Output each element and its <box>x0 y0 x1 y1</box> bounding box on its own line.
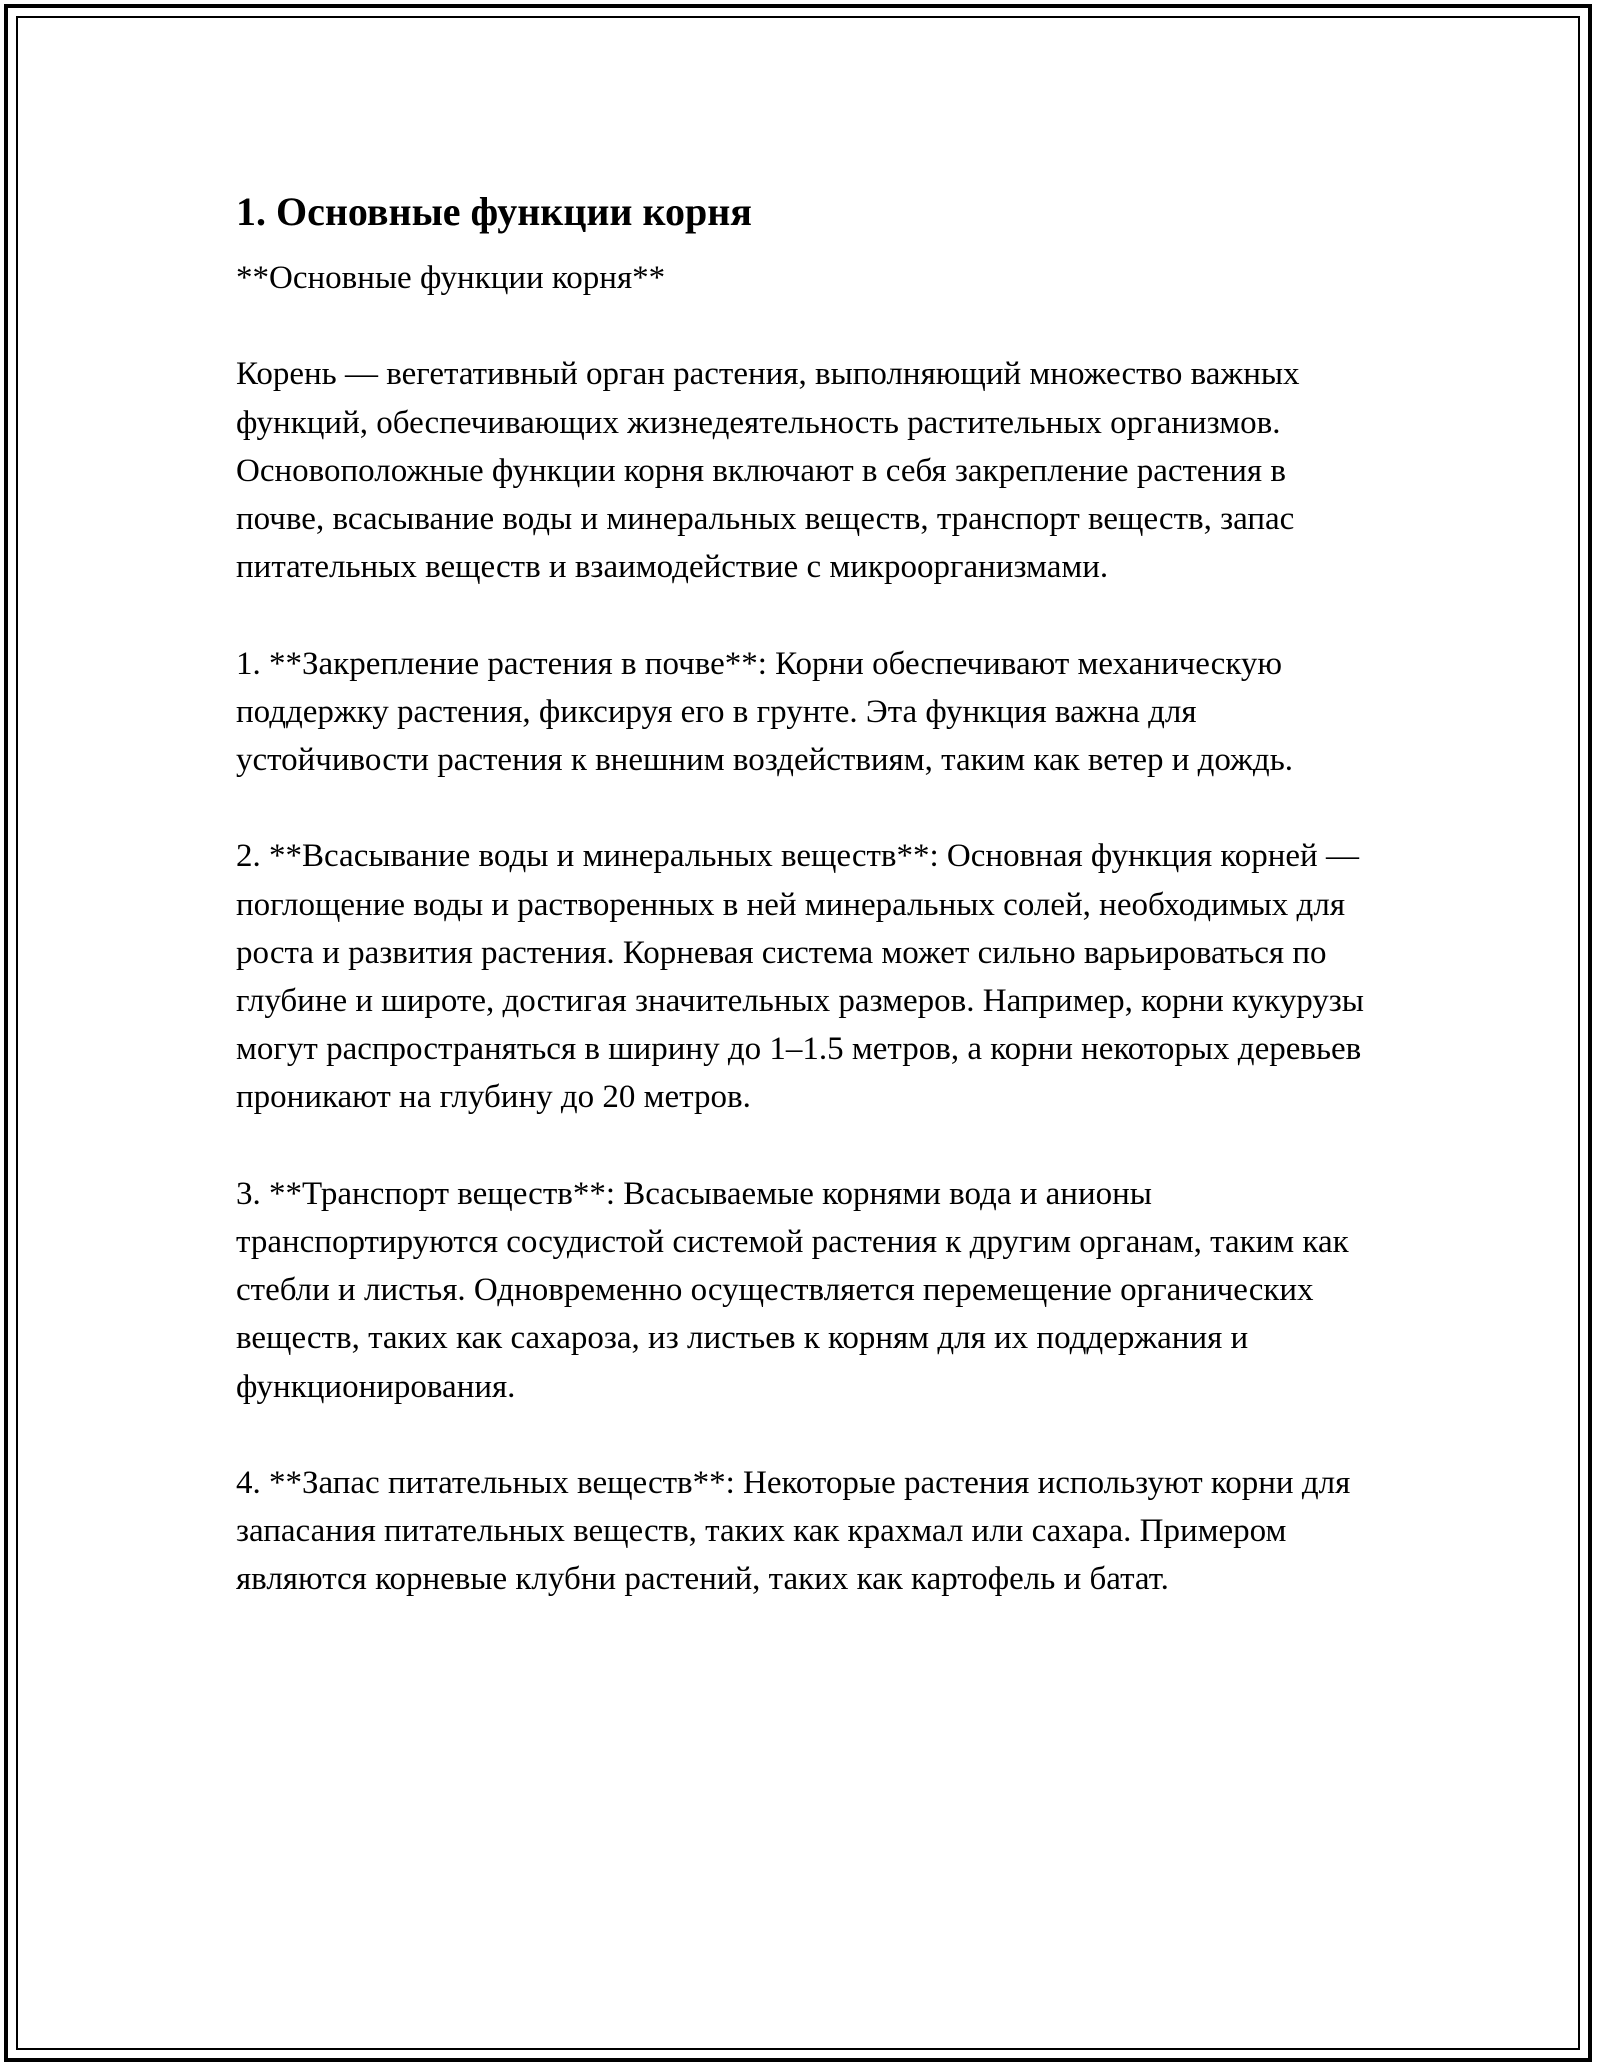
intro-paragraph: Корень — вегетативный орган растения, выполняющий множество важных функций, обеспечивающих жизнедеятельность растительных организмов. Основоположные функции корня включают в себя закрепление растения в почве, всасывание воды и минеральных веществ, транспорт веществ, запас питательных веществ и взаимодействие с микроорганизмами. <box>236 356 1308 586</box>
section-heading: 1. Основные функции корня <box>236 189 752 234</box>
function-transport-paragraph: 3. **Транспорт веществ**: Всасываемые корнями вода и анионы транспортируются сосудистой системой растения к другим органам, таким как стебли и листья. Одновременно осуществляется перемещение органических веществ, таких как сахароза, из листьев к корням для их поддержания и функционирования. <box>236 1175 1357 1405</box>
section-subtitle: **Основные функции корня** <box>236 260 666 296</box>
function-storage-paragraph: 4. **Запас питательных веществ**: Некоторые растения используют корни для запасания питательных веществ, таких как крахмал или сахара. Примером являются корневые клубни растений, таких как картофель и батат. <box>236 1465 1359 1598</box>
function-anchoring-paragraph: 1. **Закрепление растения в почве**: Корни обеспечивают механическую поддержку растения, фиксируя его в грунте. Эта функция важна для устойчивости растения к внешним воздействиям, таким как ветер и дождь. <box>236 645 1293 778</box>
function-absorption-paragraph: 2. **Всасывание воды и минеральных веществ**: Основная функция корней — поглощение воды и растворенных в ней минеральных солей, необходимых для роста и развития растения. Корневая система может сильно варьироваться по глубине и широте, достигая значительных размеров. Например, корни кукурузы могут распространяться в ширину до 1–1.5 метров, а корни некоторых деревьев проникают на глубину до 20 метров. <box>236 838 1373 1116</box>
document-body <box>236 186 1373 1652</box>
